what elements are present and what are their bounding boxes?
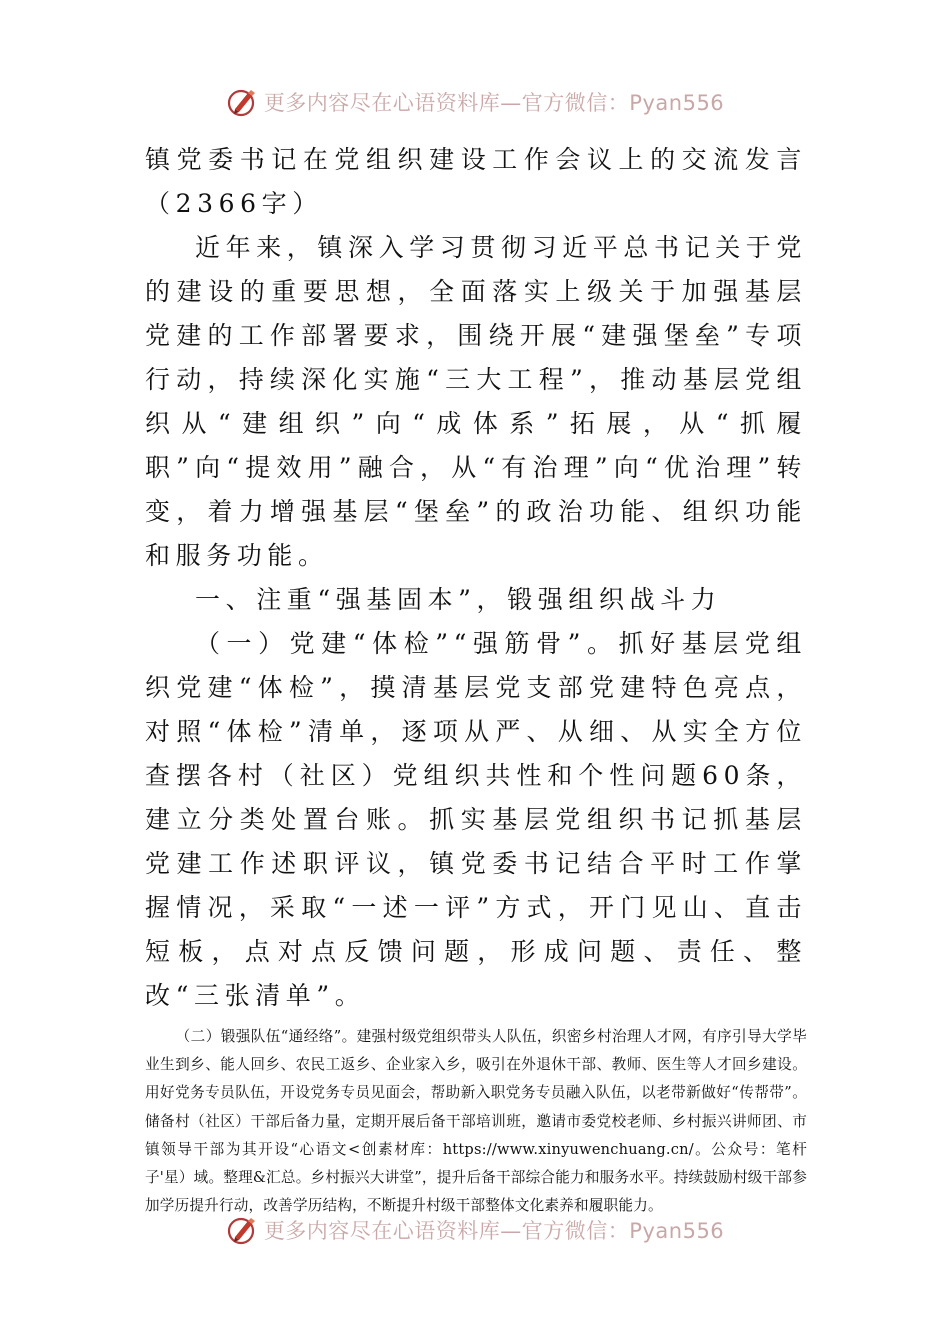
subsection-2-paragraph: （二）锻强队伍“通经络”。建强村级党组织带头人队伍，织密乡村治理人才网，有序引导大学毕业生到乡、能人回乡、农民工返乡、企业家入乡，吸引在外退休干部、教师、医生等人才回乡建设。用好党务专员队伍，开设党务专员见面会，帮助新入职党务专员融入队伍，以老带新做好“传帮带”。储备村（社区）干部后备力量，定期开展后备干部培训班，邀请市委党校老师、乡村振兴讲师团、市镇领导干部为其开设“心语文<创素材库：https://www.xinyuwenchuang.cn/。公众号：笔杆子'星）域。整理&汇总。乡村振兴大讲堂”，提升后备干部综合能力和服务水平。持续鼓励村级干部参加学历提升行动，改善学历结构，不断提升村级干部整体文化素养和履职能力。: [145, 1028, 807, 1215]
watermark-text: 更多内容尽在心语资料库—官方微信：Pyan556: [263, 91, 725, 115]
pen-logo-icon: [226, 1213, 260, 1247]
document-title: 镇党委书记在党组织建设工作会议上的交流发言（2366字）: [145, 145, 807, 218]
section-1-heading: 一、注重“强基固本”，锻强组织战斗力: [195, 585, 722, 614]
top-watermark-banner: [0, 82, 950, 122]
intro-paragraph: 近年来，镇深入学习贯彻习近平总书记关于党的建设的重要思想，全面落实上级关于加强基层党建的工作部署要求，围绕开展“建强堡垒”专项行动，持续深化实施“三大工程”，推动基层党组织从“建组织”向“成体系”拓展，从“抓履职”向“提效用”融合，从“有治理”向“优治理”转变，着力增强基层“堡垒”的政治功能、组织功能和服务功能。: [145, 233, 808, 570]
pen-logo-icon: [226, 85, 260, 119]
bottom-watermark-banner: [0, 1210, 950, 1250]
watermark-text: 更多内容尽在心语资料库—官方微信：Pyan556: [263, 1219, 725, 1243]
document-body: [145, 138, 807, 1220]
subsection-1-paragraph: （一）党建“体检”“强筋骨”。抓好基层党组织党建“体检”，摸清基层党支部党建特色亮点，对照“体检”清单，逐项从严、从细、从实全方位查摆各村（社区）党组织共性和个性问题60条，建立分类处置台账。抓实基层党组织书记抓基层党建工作述职评议，镇党委书记结合平时工作掌握情况，采取“一述一评”方式，开门见山、直击短板，点对点反馈问题，形成问题、责任、整改“三张清单”。: [145, 629, 807, 1010]
